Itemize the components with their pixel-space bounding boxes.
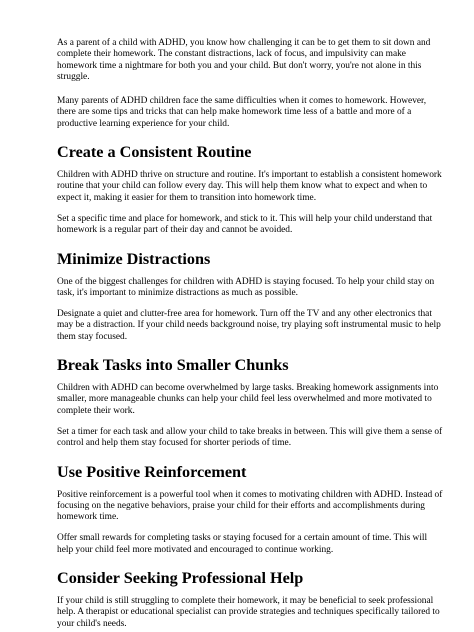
chunks-paragraph-1: Children with ADHD can become overwhelmed by large tasks. Breaking homework assignments into smaller, more manageable chunks can help your child feel less overwhelmed and more motivated to complete their work.	[57, 383, 439, 416]
document-page	[57, 38, 445, 630]
chunks-paragraph-2: Set a timer for each task and allow your child to take breaks in between. This will give them a sense of control and help them stay focused for shorter periods of time.	[57, 426, 443, 449]
reinforcement-paragraph-2: Offer small rewards for completing tasks or staying focused for a certain amount of time. This will help your child feel more motivated and encouraged to continue working.	[57, 533, 428, 555]
intro-paragraph-1: As a parent of a child with ADHD, you know how challenging it can be to get them to sit down and complete their homework. The constant distractions, lack of focus, and impulsivity can make homework time a nightmare for both you and your child. But don't worry, you're not alone in this struggle.	[57, 38, 431, 82]
routine-paragraph-2: Set a specific time and place for homework, and stick to it. This will help your child understand that homework is a regular part of their day and cannot be avoided.	[57, 213, 433, 236]
routine-paragraph-1: Children with ADHD thrive on structure and routine. It's important to establish a consistent homework routine that your child can follow every day. This will help them know what to expect and when to expect it, making it easier for them to transition into homework time.	[57, 170, 442, 203]
section-heading-chunks: Break Tasks into Smaller Chunks	[57, 356, 289, 375]
distractions-paragraph-1: One of the biggest challenges for children with ADHD is staying focused. To help your child stay on task, it's important to minimize distractions as much as possible.	[57, 276, 435, 298]
section-heading-distractions: Minimize Distractions	[57, 249, 211, 268]
section-heading-professional-help: Consider Seeking Professional Help	[57, 569, 304, 588]
section-heading-reinforcement: Use Positive Reinforcement	[57, 462, 247, 481]
intro-paragraph-2: Many parents of ADHD children face the same difficulties when it comes to homework. However, there are some tips and tricks that can help make homework time less of a battle and more of a productive learning experience for your child.	[57, 96, 427, 129]
reinforcement-paragraph-1: Positive reinforcement is a powerful tool when it comes to motivating children with ADHD. Instead of focusing on the negative behaviors, praise your child for their efforts and accomplishments during homework time.	[57, 489, 443, 523]
professional-help-paragraph-1: If your child is still struggling to complete their homework, it may be beneficial to seek professional help. A therapist or educational specialist can provide strategies and techniques specifically tailored to your child's needs.	[57, 596, 440, 629]
section-heading-routine: Create a Consistent Routine	[57, 143, 252, 162]
distractions-paragraph-2: Designate a quiet and clutter-free area for homework. Turn off the TV and any other electronics that may be a distraction. If your child needs background noise, try playing soft instrumental music to help them stay focused.	[57, 309, 441, 342]
